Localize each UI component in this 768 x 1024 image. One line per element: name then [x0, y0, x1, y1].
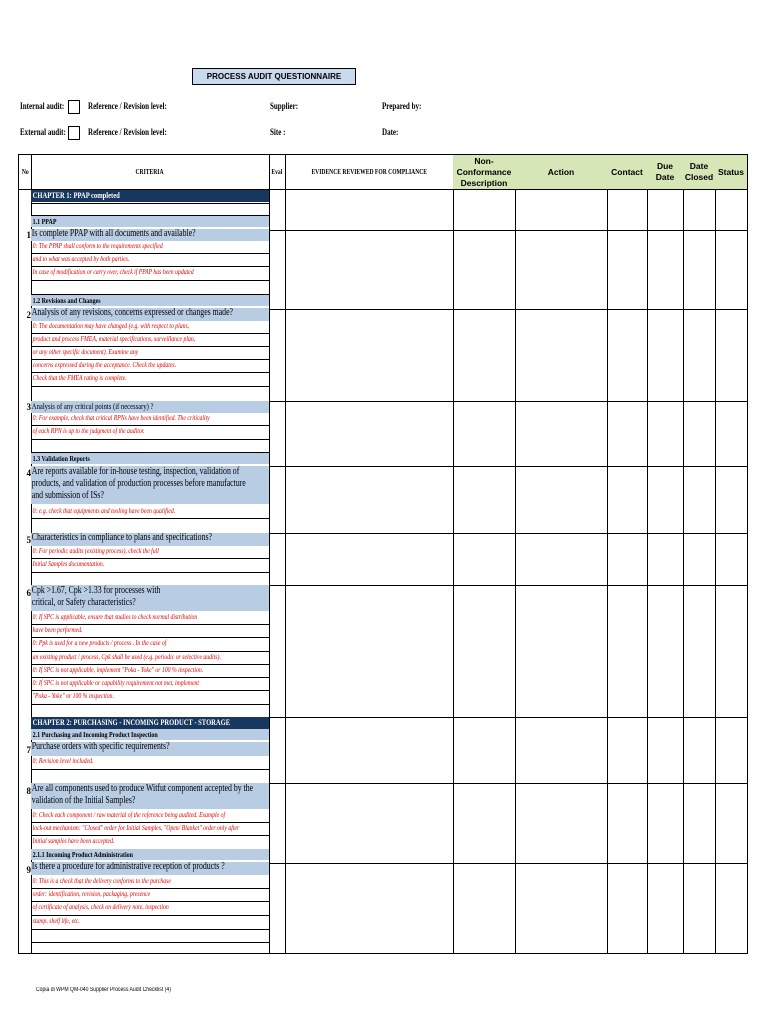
question-7: Purchase orders with specific requirements?	[31, 742, 269, 756]
reference-revision-label-1: Reference / Revision level:	[88, 101, 167, 111]
note: Initial samples have been accepted.	[32, 837, 115, 845]
prepared-by-label: Prepared by:	[382, 101, 422, 111]
header-status: Status	[715, 155, 747, 189]
note: product and process FMEA, material specifications, surveillance plan,	[32, 335, 196, 343]
question-number: 2	[26, 310, 31, 320]
note: of certificate of analysis, check on delivery note, inspection	[32, 903, 169, 911]
note: 0: The PPAP shall conform to the requirements specified	[32, 242, 163, 250]
question-3: Analysis of any critical points (if necessary) ?	[31, 401, 269, 413]
external-audit-checkbox[interactable]	[68, 126, 80, 140]
document-title: PROCESS AUDIT QUESTIONNAIRE	[192, 68, 356, 85]
question-number: 5	[26, 535, 31, 545]
date-label: Date:	[382, 127, 399, 137]
question-number: 6	[26, 588, 31, 598]
note: 0: If SPC is not applicable or capability requirement not met, implement	[32, 679, 199, 687]
note: Check that the FMEA rating is complete.	[32, 374, 127, 382]
note: or any other specific document). Examine any	[32, 348, 139, 356]
note: 0: For example, check that critical RPNs have been identified. The criticality	[32, 414, 210, 422]
question-number: 4	[26, 468, 31, 478]
note: 0: e.g. check that equipments and tooling have been qualified.	[32, 507, 176, 515]
header-nonconformance: Non-Conformance Description	[453, 155, 515, 189]
question-2: Analysis of any revisions, concerns expressed or changes made?	[31, 308, 269, 321]
note: of each RPN is up to the judgment of the auditor.	[32, 427, 145, 435]
question-number: 8	[26, 786, 31, 796]
section-2-1: 2.1 Purchasing and Incoming Product Inspection	[31, 729, 269, 740]
note: 0: Check each component / raw material of the reference being audited. Example of	[32, 811, 226, 819]
note: "Poka - Yoke" or 100 % inspection.	[32, 692, 114, 700]
external-audit-label: External audit:	[20, 127, 66, 137]
question-4: Are reports available for in-house testing, inspection, validation of products, and validation of production processes before manufacture and submission of ISs?	[31, 466, 269, 504]
reference-revision-label-2: Reference / Revision level:	[88, 127, 167, 137]
note: 0: If SPC is not applicable, implement "Poka - Yoke" or 100 % inspection.	[32, 666, 204, 674]
note: Initial Samples documentation.	[32, 560, 105, 568]
question-8: Are all components used to produce Witfut component accepted by the validation of the Initial Samples?	[31, 783, 269, 809]
header-date-closed: Date Closed	[683, 155, 715, 189]
header-action: Action	[515, 155, 607, 189]
note: and to what was accepted by both parties.	[32, 255, 130, 263]
note: stamp, shelf life, etc.	[32, 917, 80, 925]
footer-filename: Copia di WPM QM-040 Supplier Process Audit Checklist (4)	[36, 987, 171, 993]
question-6: Cpk >1.67, Cpk >1.33 for processes with critical, or Safety characteristics?	[31, 585, 269, 611]
note: 0: Ppk is used for a new products / process . In the case of	[32, 639, 167, 647]
note: 0: This is a check that the delivery conforms to the purchase	[32, 877, 171, 885]
question-5: Characteristics in compliance to plans and specifications?	[31, 533, 269, 546]
note: order: identification, revision, packaging, presence	[32, 890, 151, 898]
note: 0: Revision level included.	[32, 757, 94, 765]
note: In case of modification or carry over, check if PPAP has been updated	[32, 268, 194, 276]
section-1-2: 1.2 Revisions and Changes	[31, 295, 269, 306]
audit-table	[18, 154, 748, 954]
section-1-1: 1.1 PPAP	[31, 216, 269, 227]
chapter-2-heading: CHAPTER 2: PURCHASING - INCOMING PRODUCT - STORAGE	[31, 717, 269, 729]
header-no: No	[21, 168, 29, 176]
note: 0: The documentation may have changed (e.g. with respect to plans,	[32, 322, 190, 330]
header-due-date: Due Date	[647, 155, 683, 189]
note: lock-out mechanism: "Closed" order for Initial Samples, "Open/ Blanket" order only after	[32, 824, 240, 832]
section-2-1-1: 2.1.1 Incoming Product Administration	[31, 849, 269, 860]
section-1-3: 1.3 Validation Reports	[31, 453, 269, 464]
header-criteria: CRITERIA	[135, 168, 164, 176]
internal-audit-checkbox[interactable]	[68, 100, 80, 114]
supplier-label: Supplier:	[270, 101, 299, 111]
internal-audit-label: Internal audit:	[20, 101, 65, 111]
note: an existing product / process, Cpk shall be used (e.g. periodic or selective audits).	[32, 653, 221, 661]
note: concerns expressed during the acceptance. Check the updates.	[32, 361, 177, 369]
question-9: Is there a procedure for administrative reception of products ?	[31, 862, 269, 875]
header-evidence: EVIDENCE REVIEWED FOR COMPLIANCE	[311, 168, 427, 176]
header-eval: Eval	[271, 168, 283, 176]
chapter-1-heading: CHAPTER 1: PPAP completed	[31, 190, 269, 202]
question-1: Is complete PPAP with all documents and available?	[31, 229, 269, 241]
note: 0: If SPC is applicable, ensure that studies to check normal distribution	[32, 613, 198, 621]
question-number: 3	[26, 402, 31, 412]
site-label: Site :	[270, 127, 286, 137]
question-number: 9	[26, 865, 31, 875]
question-number: 7	[26, 745, 31, 755]
question-number: 1	[26, 230, 31, 240]
note: have been performed.	[32, 626, 83, 634]
note: 0: For periodic audits (existing process), check the full	[32, 547, 159, 555]
header-contact: Contact	[607, 155, 647, 189]
